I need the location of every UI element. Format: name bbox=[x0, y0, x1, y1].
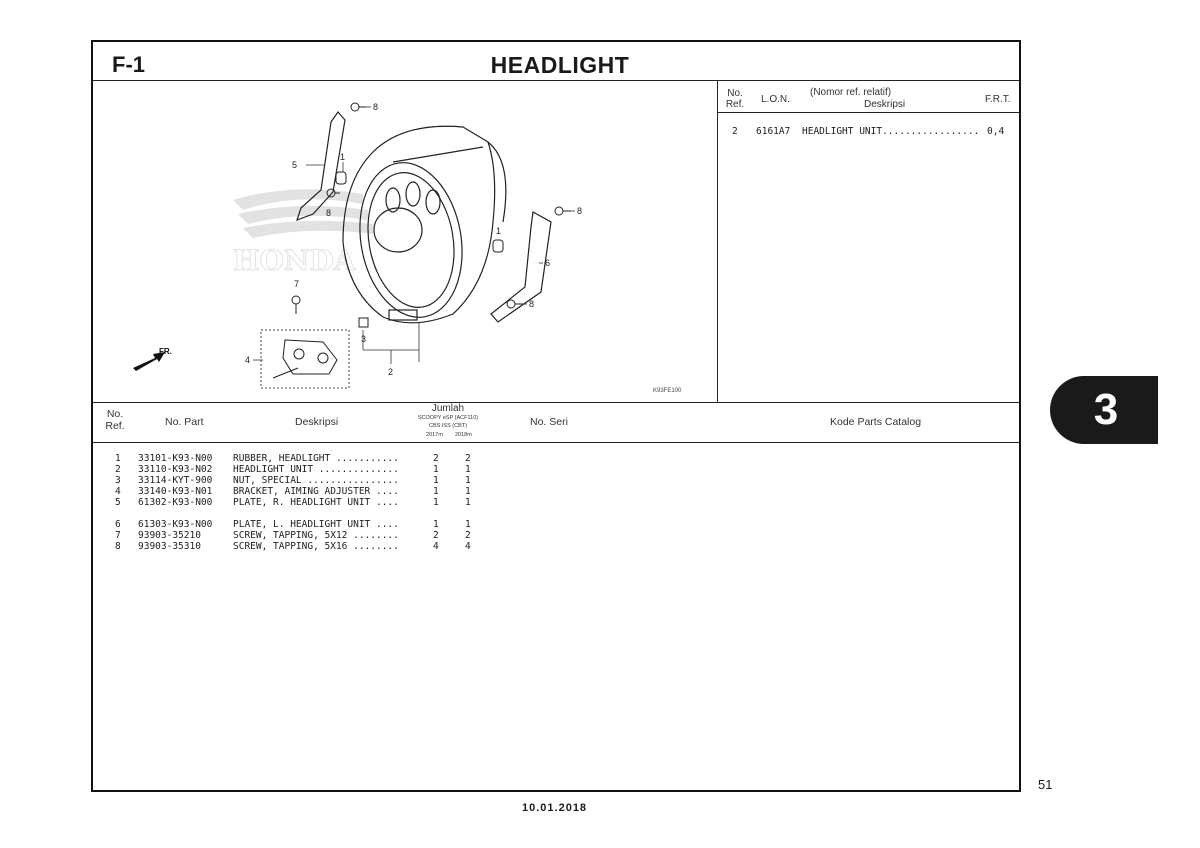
callout-5: 5 bbox=[292, 160, 298, 170]
page-number: 51 bbox=[1038, 777, 1053, 792]
row-qty-2018: 4 bbox=[465, 541, 471, 552]
parts-header-year-2: 2018m bbox=[455, 432, 472, 438]
screw-tapping-5x16 bbox=[327, 103, 571, 308]
row-ref: 2 bbox=[115, 464, 121, 475]
callout-1: 1 bbox=[496, 226, 502, 236]
row-desc: HEADLIGHT UNIT .............. bbox=[233, 464, 399, 475]
row-desc: BRACKET, AIMING ADJUSTER .... bbox=[233, 486, 399, 497]
section-tab: 3 bbox=[1050, 376, 1158, 444]
row-qty-2017: 2 bbox=[433, 453, 439, 464]
row-desc: RUBBER, HEADLIGHT ........... bbox=[233, 453, 399, 464]
row-qty-2017: 1 bbox=[433, 475, 439, 486]
row-part: 61302-K93-N00 bbox=[138, 497, 213, 508]
row-qty-2018: 1 bbox=[465, 464, 471, 475]
leader-lines bbox=[253, 107, 575, 364]
row-qty-2017: 4 bbox=[433, 541, 439, 552]
row-qty-2018: 1 bbox=[465, 519, 471, 530]
parts-header-kode: Kode Parts Catalog bbox=[830, 416, 922, 428]
frt-header-frt: F.R.T. bbox=[985, 94, 1011, 105]
adjuster-hole bbox=[318, 353, 328, 363]
drawing-code: K93FE100 bbox=[653, 388, 682, 394]
frt-row-ref: 2 bbox=[732, 126, 738, 137]
row-desc: SCREW, TAPPING, 5X16 ........ bbox=[233, 541, 399, 552]
front-direction-arrow-icon bbox=[133, 347, 172, 371]
callout-7: 7 bbox=[294, 279, 300, 289]
row-qty-2018: 2 bbox=[465, 530, 471, 541]
parts-header-deskripsi: Deskripsi bbox=[295, 416, 339, 428]
row-qty-2018: 2 bbox=[465, 453, 471, 464]
row-ref: 5 bbox=[115, 497, 121, 508]
row-qty-2018: 1 bbox=[465, 475, 471, 486]
parts-header-sub: CBS ISS (CBT) bbox=[429, 423, 467, 429]
nut-special bbox=[359, 318, 368, 327]
callout-8: 8 bbox=[529, 299, 535, 309]
row-part: 33110-K93-N02 bbox=[138, 464, 213, 475]
diagram-bottom-divider bbox=[92, 402, 1020, 403]
rubber-headlight-right bbox=[493, 240, 503, 252]
page-title: HEADLIGHT bbox=[490, 52, 630, 78]
parts-header-noseri: No. Seri bbox=[530, 416, 568, 428]
headlight-exploded-diagram bbox=[93, 82, 715, 400]
frt-header-lon: L.O.N. bbox=[761, 94, 790, 105]
row-desc: NUT, SPECIAL ................ bbox=[233, 475, 399, 486]
row-qty-2017: 1 bbox=[433, 519, 439, 530]
header-divider bbox=[92, 80, 1020, 81]
parts-header-jumlah: Jumlah bbox=[431, 403, 465, 414]
row-ref: 3 bbox=[115, 475, 121, 486]
frt-header-noref: No. Ref. bbox=[725, 88, 745, 110]
row-qty-2017: 1 bbox=[433, 464, 439, 475]
row-qty-2018: 1 bbox=[465, 497, 471, 508]
callout-3: 3 bbox=[361, 334, 367, 344]
adjuster-hole bbox=[294, 349, 304, 359]
callout-8: 8 bbox=[577, 206, 583, 216]
honda-wing-logo bbox=[233, 189, 373, 277]
parts-header-noref: No. Ref. bbox=[105, 408, 125, 432]
bracket-aiming-adjuster bbox=[283, 340, 337, 374]
honda-watermark-text: HONDA bbox=[233, 244, 356, 277]
plate-r-headlight-unit bbox=[297, 112, 345, 220]
frt-header-deskripsi: Deskripsi bbox=[864, 99, 906, 110]
callout-1: 1 bbox=[340, 152, 346, 162]
headlight-unit bbox=[343, 126, 506, 325]
callout-8: 8 bbox=[373, 102, 379, 112]
row-qty-2017: 1 bbox=[433, 486, 439, 497]
publication-date: 10.01.2018 bbox=[522, 802, 588, 814]
parts-header-nopart: No. Part bbox=[165, 416, 204, 428]
row-ref: 8 bbox=[115, 541, 121, 552]
row-part: 33101-K93-N00 bbox=[138, 453, 213, 464]
parts-header-year-1: 2017m bbox=[426, 432, 443, 438]
row-part: 61303-K93-N00 bbox=[138, 519, 213, 530]
fr-label: FR. bbox=[159, 347, 172, 356]
callout-4: 4 bbox=[245, 355, 251, 365]
row-part: 33114-KYT-900 bbox=[138, 475, 213, 486]
row-ref: 6 bbox=[115, 519, 121, 530]
rubber-headlight-left bbox=[336, 172, 346, 184]
parts-header-divider bbox=[92, 442, 1020, 443]
section-code: F-1 bbox=[112, 52, 145, 77]
row-desc: SCREW, TAPPING, 5X12 ........ bbox=[233, 530, 399, 541]
frt-divider bbox=[717, 81, 718, 402]
row-ref: 1 bbox=[115, 453, 121, 464]
row-part: 93903-35310 bbox=[138, 541, 201, 552]
row-desc: PLATE, L. HEADLIGHT UNIT .... bbox=[233, 519, 399, 530]
parts-header-model: SCOOPY eSP (ACF110) bbox=[417, 415, 479, 421]
row-ref: 7 bbox=[115, 530, 121, 541]
screw-tapping-5x12 bbox=[273, 296, 300, 378]
row-ref: 4 bbox=[115, 486, 121, 497]
row-qty-2018: 1 bbox=[465, 486, 471, 497]
callout-2: 2 bbox=[388, 367, 394, 377]
frt-header-nomor: (Nomor ref. relatif) bbox=[810, 87, 892, 98]
callout-6: 6 bbox=[545, 258, 551, 268]
callout-8: 8 bbox=[326, 208, 332, 218]
frt-header-divider bbox=[718, 112, 1020, 113]
frt-row-frt: 0,4 bbox=[987, 126, 1005, 137]
row-desc: PLATE, R. HEADLIGHT UNIT .... bbox=[233, 497, 399, 508]
row-part: 93903-35210 bbox=[138, 530, 201, 541]
row-qty-2017: 1 bbox=[433, 497, 439, 508]
row-part: 33140-K93-N01 bbox=[138, 486, 213, 497]
frt-row-lon: 6161A7 bbox=[756, 126, 791, 137]
frt-row-desc: HEADLIGHT UNIT................. bbox=[802, 126, 980, 137]
row-qty-2017: 2 bbox=[433, 530, 439, 541]
